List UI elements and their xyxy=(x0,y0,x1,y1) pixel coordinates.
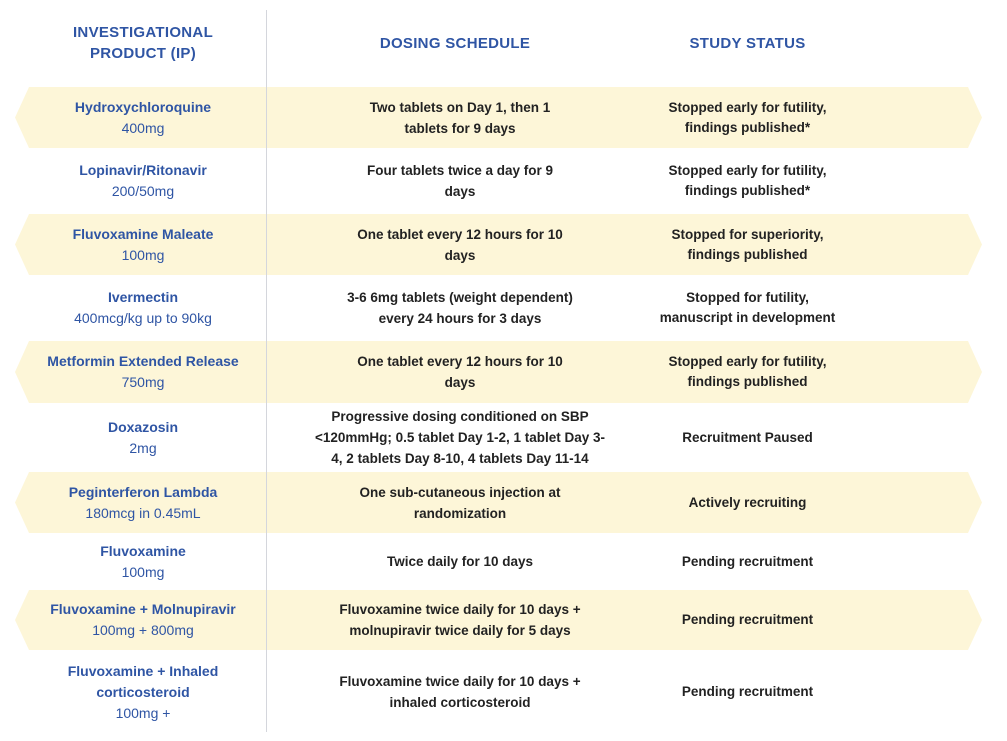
ip-name: Peginterferon Lambda xyxy=(68,483,218,500)
study-status-text: Stopped for futility, manuscript in development xyxy=(659,290,836,325)
study-status-text: Pending recruitment xyxy=(681,553,814,569)
ip-dose: 200/50mg xyxy=(111,183,175,199)
dosing-schedule-text: One tablet every 12 hours for 10 days xyxy=(357,226,563,263)
ip-cell xyxy=(28,472,258,533)
header-dosing-schedule: DOSING SCHEDULE xyxy=(379,34,531,52)
ip-cell xyxy=(28,275,258,341)
dosing-cell xyxy=(300,533,620,590)
table-row xyxy=(0,214,1007,275)
table-row xyxy=(0,472,1007,533)
status-cell xyxy=(620,214,875,275)
ip-cell xyxy=(28,148,258,214)
dosing-cell xyxy=(300,275,620,341)
ip-dose: 2mg xyxy=(129,439,157,456)
dosing-schedule-text: Fluvoxamine twice daily for 10 days + inhaled corticosteroid xyxy=(339,674,581,710)
dosing-cell xyxy=(300,652,620,732)
dosing-schedule-text: One tablet every 12 hours for 10 days xyxy=(357,354,563,390)
status-cell xyxy=(620,403,875,472)
table-row xyxy=(0,652,1007,732)
study-status-text: Stopped early for futility, findings published* xyxy=(668,163,827,198)
study-status-text: Recruitment Paused xyxy=(682,429,813,445)
ip-dose: 100mg xyxy=(121,246,165,263)
dosing-schedule-text: Twice daily for 10 days xyxy=(386,554,534,569)
ip-cell xyxy=(28,403,258,472)
study-status-text: Stopped early for futility, findings published* xyxy=(668,99,827,135)
table-row xyxy=(0,590,1007,650)
table-row xyxy=(0,275,1007,341)
table-row xyxy=(0,533,1007,590)
study-status-text: Pending recruitment xyxy=(681,684,814,699)
ip-name: Doxazosin xyxy=(107,418,178,435)
column-divider xyxy=(266,10,267,732)
status-cell xyxy=(620,87,875,148)
status-cell xyxy=(620,341,875,403)
dosing-cell xyxy=(300,214,620,275)
ip-cell xyxy=(28,652,258,732)
dosing-schedule-text: Four tablets twice a day for 9 days xyxy=(366,163,554,199)
table-header xyxy=(0,0,1007,86)
dosing-cell xyxy=(300,472,620,533)
dosing-schedule-text: One sub-cutaneous injection at randomization xyxy=(359,484,561,521)
ip-name: Ivermectin xyxy=(107,289,179,305)
table-row xyxy=(0,403,1007,472)
status-cell xyxy=(620,148,875,214)
ip-name: Metformin Extended Release xyxy=(47,353,239,369)
ip-dose: 100mg xyxy=(121,563,165,580)
table-row xyxy=(0,87,1007,148)
study-status-text: Stopped early for futility, findings published xyxy=(668,354,827,389)
status-cell xyxy=(620,472,875,533)
table-row xyxy=(0,341,1007,403)
dosing-schedule-text: Progressive dosing conditioned on SBP <120mmHg; 0.5 tablet Day 1-2, 1 tablet Day 3-4, 2 tablets Day 8-10, 4 tablets Day 11-14 xyxy=(315,409,605,466)
status-cell xyxy=(620,275,875,341)
ip-dose: 180mcg in 0.45mL xyxy=(85,504,201,521)
ip-cell xyxy=(28,533,258,590)
ip-cell xyxy=(28,341,258,403)
ip-dose: 750mg xyxy=(121,374,165,390)
study-status-text: Pending recruitment xyxy=(681,612,814,627)
ip-dose: 100mg + xyxy=(115,704,171,721)
ip-dose: 400mg xyxy=(121,119,165,136)
status-cell xyxy=(620,590,875,650)
ip-name: Fluvoxamine + Inhaled corticosteroid xyxy=(67,662,219,700)
header-investigational-product xyxy=(28,0,258,86)
dosing-cell xyxy=(300,148,620,214)
study-status-text: Stopped for superiority, findings published xyxy=(671,226,824,262)
ip-cell xyxy=(28,590,258,650)
ip-dose: 400mcg/kg up to 90kg xyxy=(74,310,212,326)
dosing-cell xyxy=(300,87,620,148)
dosing-cell xyxy=(300,341,620,403)
header-study-status: STUDY STATUS xyxy=(689,34,806,52)
ip-cell xyxy=(28,87,258,148)
ip-name: Lopinavir/Ritonavir xyxy=(79,162,207,178)
dosing-schedule-text: Two tablets on Day 1, then 1 tablets for 9 days xyxy=(369,99,551,136)
dosing-schedule-text: 3-6 6mg tablets (weight dependent) every 24 hours for 3 days xyxy=(347,290,573,326)
study-status-text: Actively recruiting xyxy=(688,494,807,510)
ip-name: Fluvoxamine xyxy=(100,542,186,559)
table-row xyxy=(0,148,1007,214)
ip-name: Hydroxychloroquine xyxy=(74,98,212,115)
dosing-cell xyxy=(300,403,620,472)
dosing-cell xyxy=(300,590,620,650)
ip-dose: 100mg + 800mg xyxy=(92,622,194,638)
status-cell xyxy=(620,533,875,590)
status-cell xyxy=(620,652,875,732)
dosing-schedule-text: Fluvoxamine twice daily for 10 days + molnupiravir twice daily for 5 days xyxy=(339,602,581,638)
ip-cell xyxy=(28,214,258,275)
ip-name: Fluvoxamine + Molnupiravir xyxy=(50,601,236,617)
ip-name: Fluvoxamine Maleate xyxy=(72,225,214,242)
header-ip-label: INVESTIGATIONAL PRODUCT (IP) xyxy=(72,24,214,62)
